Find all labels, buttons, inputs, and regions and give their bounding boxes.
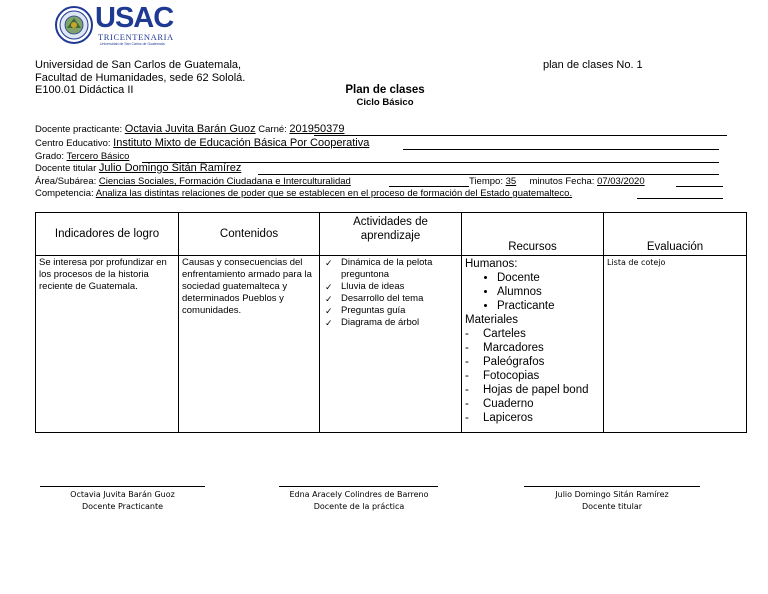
field-underline	[676, 186, 723, 187]
area-field	[35, 176, 351, 187]
header-resources: Recursos	[462, 213, 604, 256]
carne-value: 201950379	[289, 123, 345, 135]
center-value: Instituto Mixto de Educación Básica Por Cooperativa	[113, 137, 370, 149]
signature-role: Docente Practicante	[81, 502, 164, 511]
competence-label: Competencia:	[35, 188, 94, 199]
faculty-name: Facultad de Humanidades, sede 62 Sololá.	[35, 71, 246, 84]
list-item: • Practicante	[497, 299, 600, 313]
evaluation-cell: Lista de cotejo	[604, 256, 747, 433]
university-name: Universidad de San Carlos de Guatemala,	[35, 59, 242, 71]
human-resources-list	[465, 271, 600, 313]
logo-tagline: Universidad de San Carlos de Guatemala	[100, 42, 165, 46]
logo-wordmark: USAC	[95, 2, 174, 34]
list-item: - Paleógrafos	[483, 355, 600, 369]
grade-value: Tercero Básico	[66, 151, 130, 162]
table-header-row	[36, 213, 747, 256]
competence-value: Analiza las distintas relaciones de poder que se establecen en el proceso de formación del Estado guatemalteco.	[95, 188, 573, 199]
center-field	[35, 138, 369, 149]
course-name: E100.01 Didáctica II	[35, 84, 134, 96]
field-underline	[314, 135, 727, 136]
signature-line	[279, 486, 438, 487]
signature-role: Docente titular	[581, 502, 643, 511]
activities-cell	[320, 256, 462, 433]
field-underline	[258, 174, 719, 175]
check-icon: ✓	[325, 282, 333, 292]
list-item: - Fotocopias	[483, 369, 600, 383]
check-icon: ✓	[325, 294, 333, 304]
titular-field	[35, 163, 241, 174]
titular-value: Julio Domingo Sitán Ramírez	[98, 162, 242, 174]
usac-seal-icon	[55, 6, 93, 44]
list-item: ✓ Preguntas guía	[325, 305, 406, 316]
indicator-cell: Se interesa por profundizar en los procesos de la historia reciente de Guatemala.	[36, 256, 179, 433]
check-icon: ✓	[325, 306, 333, 316]
signature-name: Edna Aracely Colindres de Barreno	[289, 490, 429, 499]
logo-subtitle: TRICENTENARIA	[98, 32, 174, 42]
carne-label: Carné:	[258, 124, 287, 135]
signature-role: Docente de la práctica	[313, 502, 405, 511]
signature-block	[269, 489, 449, 513]
page-subtitle: Ciclo Básico	[356, 97, 414, 108]
time-label: Tiempo:	[469, 176, 503, 187]
plan-table	[35, 212, 747, 433]
list-item: - Hojas de papel bond	[483, 383, 600, 397]
material-resources-list	[465, 327, 600, 425]
time-field	[469, 176, 645, 187]
field-underline	[637, 198, 723, 199]
list-item: ✓ Lluvia de ideas	[325, 281, 405, 292]
area-value: Ciencias Sociales, Formación Ciudadana e Interculturalidad	[98, 176, 351, 187]
date-value: 07/03/2020	[597, 176, 645, 187]
list-item: ✓ Diagrama de árbol	[325, 317, 420, 328]
signature-name: Octavia Juvita Barán Guoz	[70, 490, 175, 499]
list-item: ✓ Dinámica de la pelota preguntona	[325, 257, 433, 280]
list-item: • Alumnos	[497, 285, 600, 299]
center-label: Centro Educativo:	[35, 138, 111, 149]
date-label: Fecha:	[565, 176, 595, 187]
time-value: 35	[505, 176, 517, 187]
minutes-label: minutos	[529, 176, 563, 187]
header-indicators: Indicadores de logro	[36, 213, 179, 256]
titular-label: Docente titular	[35, 163, 97, 174]
resources-cell	[462, 256, 604, 433]
signature-name: Julio Domingo Sitán Ramírez	[555, 490, 669, 499]
plan-number: plan de clases No. 1	[543, 59, 643, 71]
grade-field	[35, 151, 129, 162]
list-item: - Carteles	[483, 327, 600, 341]
teacher-field	[35, 124, 344, 135]
area-label: Área/Subárea:	[35, 176, 97, 187]
list-item: - Marcadores	[483, 341, 600, 355]
header-activities: Actividades de aprendizaje	[320, 213, 462, 256]
content-cell: Causas y consecuencias del enfrentamiento armado para la sociedad guatemalteca y determinados Pueblos y comunidades.	[179, 256, 320, 433]
grade-label: Grado:	[35, 151, 65, 162]
teacher-label: Docente practicante:	[35, 124, 123, 135]
list-item: ✓ Desarrollo del tema	[325, 293, 424, 304]
header-evaluation: Evaluación	[604, 213, 747, 256]
check-icon: ✓	[325, 318, 333, 328]
list-item: - Cuaderno	[483, 397, 600, 411]
usac-logo	[55, 2, 185, 46]
table-row	[36, 256, 747, 433]
teacher-value: Octavia Juvita Barán Guoz	[124, 123, 256, 135]
human-resources-label: Humanos:	[465, 258, 518, 270]
field-underline	[403, 149, 719, 150]
header-contents: Contenidos	[179, 213, 320, 256]
material-resources-label: Materiales	[465, 314, 519, 326]
header-block	[35, 59, 245, 97]
list-item: • Docente	[497, 271, 600, 285]
signature-block	[40, 489, 205, 513]
activities-list	[323, 257, 458, 329]
competence-field	[35, 188, 572, 199]
page-title: Plan de clases	[345, 84, 425, 96]
list-item: - Lapiceros	[483, 411, 600, 425]
signature-line	[524, 486, 700, 487]
check-icon: ✓	[325, 258, 333, 268]
signature-line	[40, 486, 205, 487]
field-underline	[389, 186, 469, 187]
signature-block	[524, 489, 700, 513]
